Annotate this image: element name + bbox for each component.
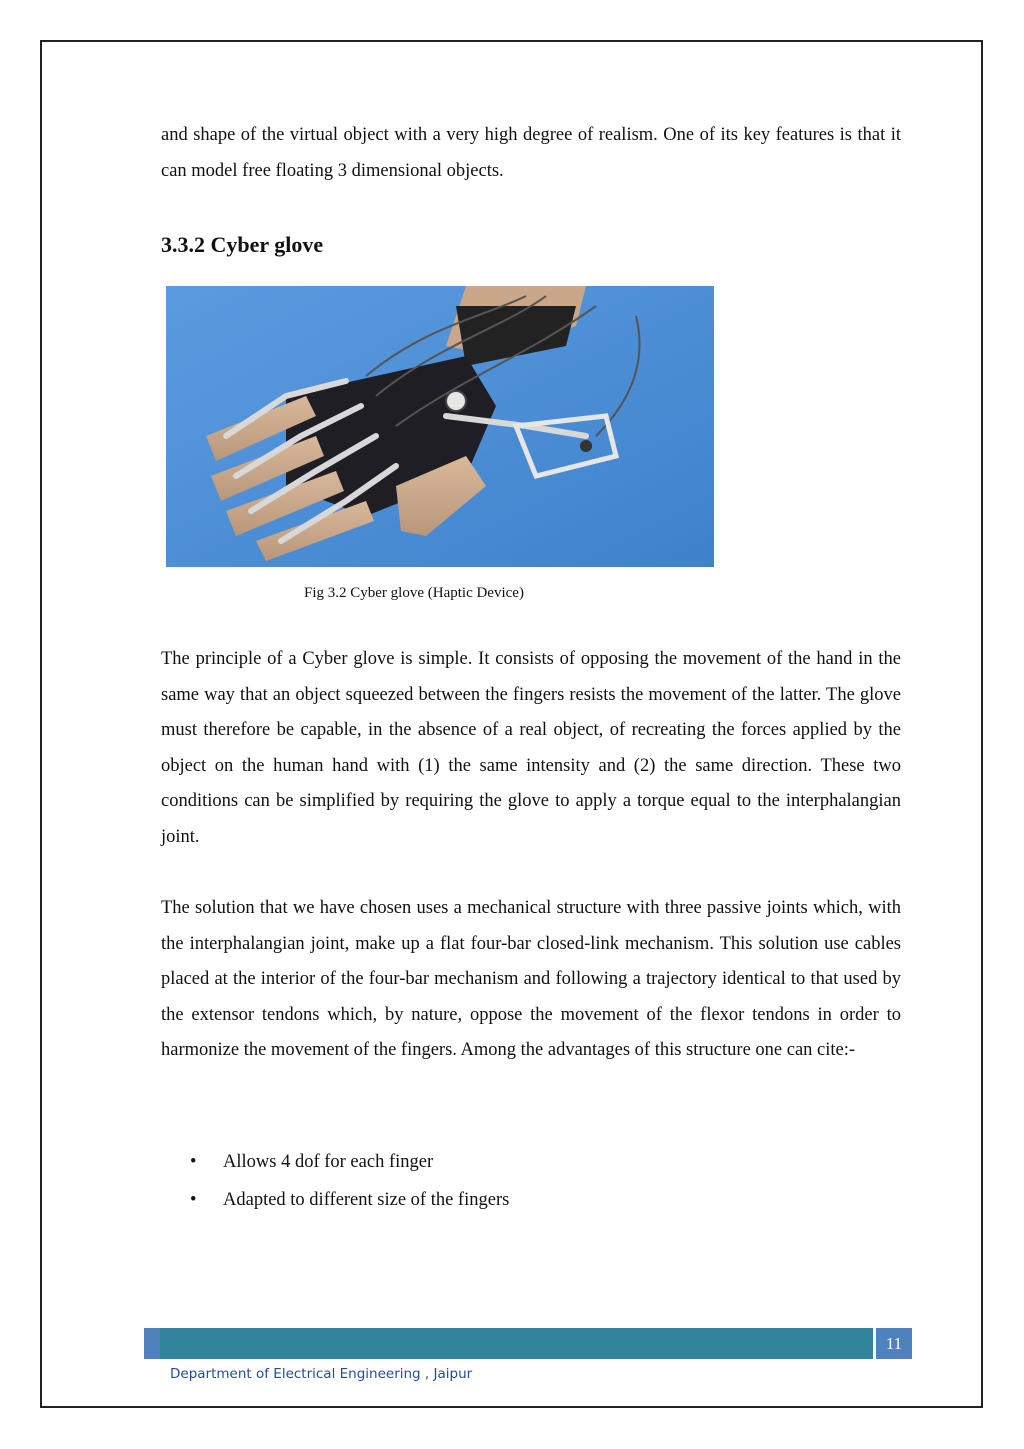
list-item-text: Allows 4 dof for each finger: [223, 1152, 434, 1172]
cyber-glove-photo: [166, 286, 714, 567]
intro-paragraph: and shape of the virtual object with a very high degree of realism. One of its key features is that it can model free floating 3 dimensional objects.: [161, 125, 901, 181]
advantages-list: [190, 1143, 509, 1219]
section-heading: 3.3.2 Cyber glove: [161, 232, 324, 257]
figure-caption: Fig 3.2 Cyber glove (Haptic Device): [304, 585, 524, 601]
page-number: 11: [874, 1328, 912, 1359]
list-item-text: Adapted to different size of the fingers: [223, 1190, 510, 1210]
footer-bar: [144, 1328, 912, 1359]
footer-bar-band: [160, 1328, 873, 1359]
bullet-icon: •: [190, 1190, 197, 1210]
principle-paragraph: The principle of a Cyber glove is simple. It consists of opposing the movement of the hand in the same way that an object squeezed between the fingers resists the movement of the latter. The glove must therefore be capable, in the absence of a real object, of recreating the forces applied by the object on the human hand with (1) the same intensity and (2) the same direction. These two conditions can be simplified by requiring the glove to apply a torque equal to the interphalangian joint.: [161, 649, 901, 847]
footer-bar-accent: [144, 1328, 160, 1359]
bullet-icon: •: [190, 1152, 197, 1172]
cyber-glove-figure: [166, 286, 714, 567]
list-item: [190, 1143, 509, 1181]
footer-department: Department of Electrical Engineering , Jaipur: [170, 1366, 473, 1382]
list-item: [190, 1181, 509, 1219]
solution-paragraph: The solution that we have chosen uses a mechanical structure with three passive joints which, with the interphalangian joint, make up a flat four-bar closed-link mechanism. This solution use cables placed at the interior of the four-bar mechanism and following a trajectory identical to that used by the extensor tendons which, by nature, oppose the movement of the flexor tendons in order to harmonize the movement of the fingers. Among the advantages of this structure one can cite:-: [161, 898, 901, 1060]
